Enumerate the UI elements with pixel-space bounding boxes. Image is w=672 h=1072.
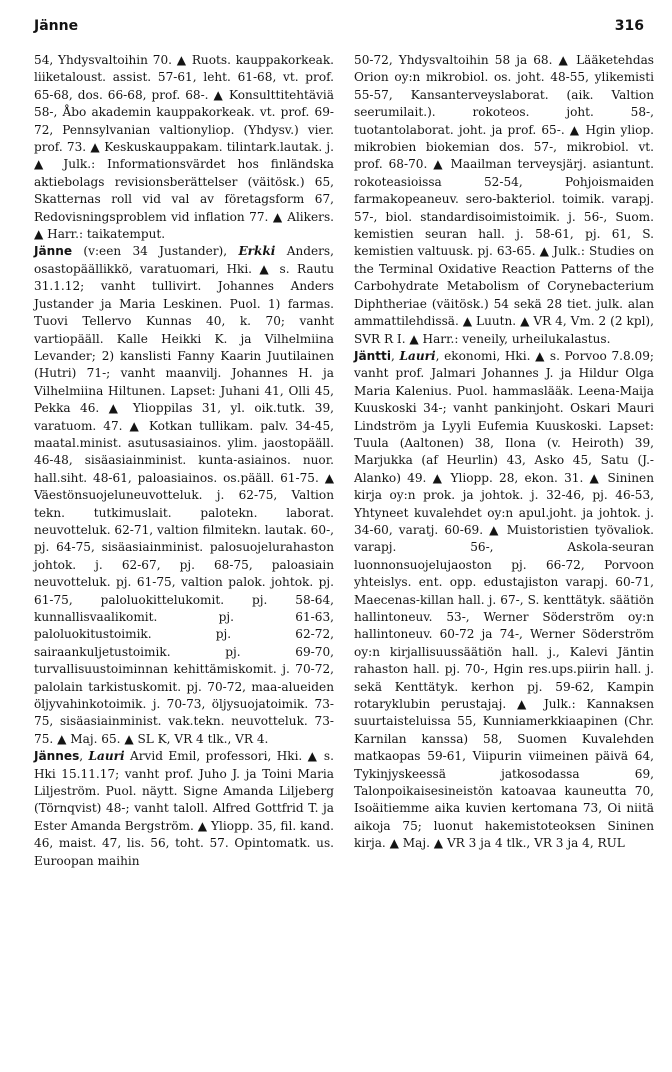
left-column bbox=[34, 52, 334, 870]
entry-given-name: Lauri bbox=[399, 348, 436, 363]
entry-jannes bbox=[34, 748, 334, 870]
entry-text: 50-72, Yhdysvaltoihin 58 ja 68. ▲ Lääketehdas Orion oy:n mikrobiol. os. joht. 48-55, ylikemisti 55-57, Kansanterveyslaborat. (aik. Valtion seerumilait.). rokoteos. joht. 58-, tuotantolaborat. joht. ja prof. 65-. ▲ Hgin yliop. mikrobien biokemian dos. 57-, mikrobiol. vt. prof. 68-70. ▲ Maailman terveysjärj. asiantunt. rokoteasioissa 52-54, Pohjoismaiden farmakopeaneuv. sero-bakteriol. toimik. varapj. 57-, biol. standardisoimistoimik. j. 56-, Suom. kemistien seuran hall. j. 58-61, pj. 61, S. kemistien valtuusk. pj. 63-65. ▲ Julk.: Studies on the Terminal Oxidative Reaction Patterns of the Carbohydrate Metabolism of Corynebacterium Diphtheriae (väitösk.) 54 sekä 28 tiet. julk. alan ammattilehdissä. ▲ Luutn. ▲ VR 4, Vm. 2 (2 kpl), SVR R I. ▲ Harr.: veneily, urheilukalastus. bbox=[354, 53, 654, 346]
entry-text: Arvid Emil, professori, Hki. ▲ s. Hki 15.11.17; vanht prof. Juho J. ja Toini Maria Liljeström. Puol. näytt. Signe Amanda Liljeberg (Törnqvist) 48-; vanht taloll. Alfred Gottfrid T. ja Ester Amanda Bergström. ▲ Yliopp. 35, fil. kand. 46, maist. 47, lis. 56, toht. 57. Opintomatk. us. Euroopan maihin bbox=[34, 749, 334, 868]
entry-headword: Jännes bbox=[34, 749, 80, 764]
entry-headword: Jäntti bbox=[354, 348, 391, 363]
entry-text: Anders, osastopäällikkö, varatuomari, Hki. ▲ s. Rautu 31.1.12; vanht tullivirt. Johannes Anders Justander ja Maria Leskinen. Puol. 1) farmas. Tuovi Tellervo Kunnas 40, k. 70; vanht vartiopääll. Kalle Heikki K. ja Vilhelmiina Levander; 2) kanslisti Fanny Kaarin Juutilainen (Hutri) 71-; vanht maanvilj. Johannes H. ja Vilhelmiina Hiltunen. Lapset: Juhani 41, Olli 45, Pekka 46. ▲ Ylioppilas 31, yl. oik.tutk. 39, varatuom. 47. ▲ Kotkan tullikam. palv. 34-45, maatal.minist. asutusasiainos. ylim. jaostopääll. 46-48, sisäasiainminist. kunta-asiainos. nuor. hall.siht. 48-61, paloasiainos. os.pääll. 61-75. ▲ Väestönsuojeluneuvotteluk. j. 62-75, Valtion tekn. tutkimuslait. palotekn. laborat. neuvotteluk. 62-71, valtion filmitekn. lautak. 60-, pj. 64-75, sisäasiainminist. palosuojelurahaston johtok. j. 62-67, pj. 68-75, paloasiain neuvotteluk. pj. 61-75, valtion palok. johtok. pj. 61-75, paloluokittelukomit. pj. 58-64, kunnallisvaalikomit. pj. 61-63, paloluokitustoimik. pj. 62-72, sairaankuljetustoimik. pj. 69-70, turvallisuustoiminnan kehittämiskomit. j. 70-72, palolain tarkistuskomit. pj. 70-72, maa-alueiden öljyvahinkotoimik. j. 70-73, öljysuojatoimik. 73-75, sisäasiainminist. vak.tekn. neuvotteluk. 73-75. ▲ Maj. 65. ▲ SL K, VR 4 tlk., VR 4. bbox=[34, 244, 334, 746]
entry-text: , bbox=[390, 348, 400, 363]
entry-text: 54, Yhdysvaltoihin 70. ▲ Ruots. kauppakorkeak. liiketaloust. assist. 57-61, leht. 61-68, vt. prof. 65-68, dos. 66-68, prof. 68-. ▲ Konsulttitehtäviä 58-, Åbo akademin kauppakorkeak. vt. prof. 69-72, Pennsylvanian valtionyliop. (Yhdysv.) vier. prof. 73. ▲ Keskuskauppakam. tilintark.lautak. j. ▲ Julk.: Informationsvärdet hos finländska aktiebolags revisionsberättelser (väitösk.) 65, Skatternas roll vid val av företagsform 67, Redovisningsproblem vid inflation 77. ▲ Alikers. ▲ Harr.: taikatemput. bbox=[34, 53, 334, 242]
entry-janne bbox=[34, 243, 334, 748]
entry-headword: Jänne bbox=[34, 244, 73, 259]
page-number: 316 bbox=[614, 18, 644, 34]
entry-text: , ekonomi, Hki. ▲ s. Porvoo 7.8.09; vanht prof. Jalmari Johannes J. ja Hildur Olga Maria Kalenius. Puol. hammaslääk. Leena-Maija Kuuskoski 34-; vanht pankinjoht. Oskari Mauri Lindström ja Lyyli Eufemia Kuuskoski. Lapset: Tuula (Aaltonen) 38, Ilona (v. Heiroth) 39, Marjukka (af Heurlin) 43, Asko 45, Satu (J.-Alanko) 49. ▲ Yliopp. 28, ekon. 31. ▲ Sininen kirja oy:n prok. ja johtok. j. 32-46, pj. 46-53, Yhtyneet kuvalehdet oy:n apul.joht. ja johtok. j. 34-60, varatj. 60-69. ▲ Muistoristien työvaliok. varapj. 56-, Askola-seuran luonnonsuojelujaoston pj. 66-72, Porvoon yhteislys. ent. opp. edustajiston varapj. 60-71, Maecenas-killan hall. j. 67-, S. kenttätyk. säätiön hallintoneuv. 53-, Werner Söderström oy:n hallintoneuv. 60-72 ja 74-, Werner Söderström oy:n kirjallisuussäätiön hall. j., Kalevi Jäntin rahaston hall. pj. 70-, Hgin res.ups.piirin hall. j. sekä Kenttätyk. kerhon pj. 59-62, Kampin rotaryklubin perustajaj. ▲ Julk.: Kannaksen suurtaisteluissa 55, Kunniamerkkiaapinen (Chr. Karnilan kanssa) 58, Suomen Kuvalehden matkaopas 59-61, Viipurin viimeinen päivä 64, Tykinjyskeessä jatkosodassa 69, Talonpoikaisesineistön katoavaa kauneutta 70, Isoäitiemme aika kuvien kertomana 73, Oi niitä aikoja 75; luonut hakemistoteoksen Sininen kirja. ▲ Maj. ▲ VR 3 ja 4 tlk., VR 3 ja 4, RUL bbox=[354, 348, 654, 851]
entry-text: (v:een 34 Justander), bbox=[72, 244, 239, 259]
entry-continuation bbox=[34, 52, 334, 243]
entry-text: , bbox=[79, 749, 89, 764]
entry-given-name: Lauri bbox=[88, 749, 125, 764]
right-column bbox=[354, 52, 654, 853]
running-head: Jänne bbox=[34, 18, 79, 34]
entry-given-name: Erkki bbox=[238, 244, 276, 259]
page-header bbox=[34, 18, 644, 40]
entry-jantti bbox=[354, 348, 654, 853]
entry-continuation bbox=[354, 52, 654, 348]
